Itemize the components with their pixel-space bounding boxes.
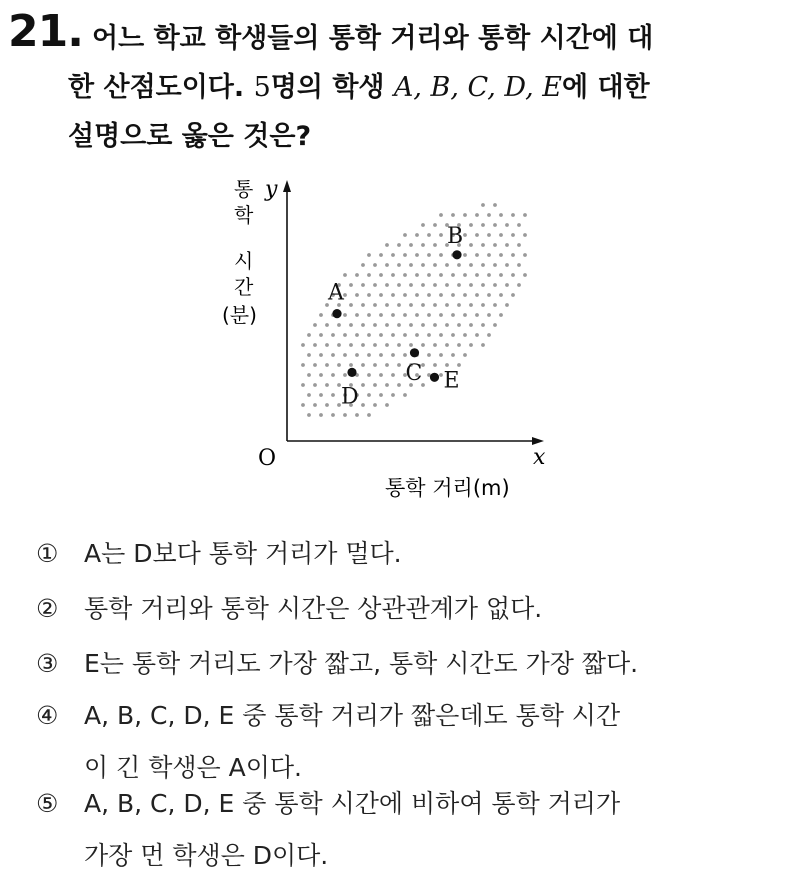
- cloud-point: [475, 233, 479, 237]
- cloud-point: [343, 333, 347, 337]
- cloud-point: [439, 273, 443, 277]
- option-5-text: A, B, C, D, E 중 통학 시간에 비하여 통학 거리가: [84, 789, 621, 818]
- cloud-point: [505, 263, 509, 267]
- cloud-point: [367, 293, 371, 297]
- cloud-point: [433, 343, 437, 347]
- option-5[interactable]: [36, 778, 776, 882]
- y-axis-label-part: 시: [234, 249, 254, 273]
- cloud-point: [403, 353, 407, 357]
- cloud-point: [379, 313, 383, 317]
- cloud-point: [403, 273, 407, 277]
- cloud-point: [397, 383, 401, 387]
- cloud-point: [469, 323, 473, 327]
- cloud-point: [307, 393, 311, 397]
- cloud-point: [409, 323, 413, 327]
- cloud-point: [481, 243, 485, 247]
- cloud-point: [403, 233, 407, 237]
- cloud-point: [367, 313, 371, 317]
- cloud-point: [463, 353, 467, 357]
- cloud-point: [475, 333, 479, 337]
- cloud-point: [421, 223, 425, 227]
- cloud-point: [475, 253, 479, 257]
- cloud-point: [505, 303, 509, 307]
- cloud-point: [367, 393, 371, 397]
- cloud-point: [355, 353, 359, 357]
- cloud-point: [385, 263, 389, 267]
- cloud-point: [481, 283, 485, 287]
- cloud-point: [445, 343, 449, 347]
- cloud-point: [475, 293, 479, 297]
- cloud-point: [307, 353, 311, 357]
- cloud-point: [433, 243, 437, 247]
- cloud-point: [325, 343, 329, 347]
- cloud-point: [397, 243, 401, 247]
- cloud-point: [487, 233, 491, 237]
- cloud-point: [517, 223, 521, 227]
- cloud-point: [355, 293, 359, 297]
- question-number: 21.: [8, 6, 83, 57]
- cloud-point: [469, 343, 473, 347]
- cloud-point: [475, 273, 479, 277]
- stem-line-2-b: 명의 학생: [270, 72, 394, 103]
- cloud-point: [487, 293, 491, 297]
- cloud-point: [361, 303, 365, 307]
- cloud-point: [487, 313, 491, 317]
- cloud-point: [421, 243, 425, 247]
- cloud-point: [355, 273, 359, 277]
- cloud-point: [307, 413, 311, 417]
- y-axis-arrow: [283, 180, 291, 192]
- cloud-point: [421, 323, 425, 327]
- cloud-point: [409, 263, 413, 267]
- option-1[interactable]: [36, 528, 776, 580]
- cloud-point: [385, 363, 389, 367]
- cloud-point: [373, 363, 377, 367]
- cloud-point: [511, 253, 515, 257]
- cloud-point: [511, 213, 515, 217]
- option-4-mark: ④: [36, 701, 59, 730]
- cloud-point: [469, 303, 473, 307]
- cloud-point: [319, 333, 323, 337]
- cloud-point: [451, 313, 455, 317]
- cloud-point: [427, 293, 431, 297]
- cloud-point: [439, 233, 443, 237]
- cloud-point: [517, 243, 521, 247]
- cloud-point: [463, 333, 467, 337]
- cloud-point: [403, 293, 407, 297]
- cloud-point: [361, 343, 365, 347]
- cloud-point: [391, 253, 395, 257]
- cloud-point: [319, 353, 323, 357]
- stem-count: 5: [253, 72, 271, 103]
- cloud-point: [403, 333, 407, 337]
- cloud-point: [343, 273, 347, 277]
- cloud-point: [517, 283, 521, 287]
- cloud-point: [493, 303, 497, 307]
- origin-label: O: [258, 446, 277, 471]
- cloud-point: [439, 253, 443, 257]
- point-label-b: B: [447, 223, 464, 249]
- cloud-point: [457, 283, 461, 287]
- cloud-point: [433, 363, 437, 367]
- cloud-point: [367, 373, 371, 377]
- cloud-point: [397, 303, 401, 307]
- cloud-point: [355, 313, 359, 317]
- cloud-point: [379, 353, 383, 357]
- cloud-point: [463, 293, 467, 297]
- cloud-point: [301, 363, 305, 367]
- cloud-point: [469, 283, 473, 287]
- point-label-a: A: [328, 280, 344, 306]
- stem-line-1: 어느 학교 학생들의 통학 거리와 통학 시간에 대: [92, 23, 654, 54]
- cloud-point: [415, 333, 419, 337]
- cloud-point: [493, 223, 497, 227]
- cloud-point: [397, 283, 401, 287]
- cloud-point: [319, 373, 323, 377]
- cloud-point: [325, 363, 329, 367]
- option-2-mark: ②: [36, 594, 59, 623]
- cloud-point: [517, 263, 521, 267]
- cloud-point: [445, 283, 449, 287]
- cloud-point: [415, 253, 419, 257]
- cloud-point: [451, 293, 455, 297]
- cloud-point: [433, 263, 437, 267]
- cloud-point: [379, 333, 383, 337]
- cloud-point: [355, 333, 359, 337]
- cloud-point: [421, 283, 425, 287]
- cloud-point: [511, 273, 515, 277]
- option-3[interactable]: [36, 638, 776, 690]
- cloud-point: [409, 303, 413, 307]
- cloud-point: [379, 253, 383, 257]
- cloud-point: [361, 383, 365, 387]
- option-5-mark: ⑤: [36, 789, 59, 818]
- cloud-point: [469, 263, 473, 267]
- cloud-point: [445, 323, 449, 327]
- cloud-point: [493, 203, 497, 207]
- cloud-point: [373, 323, 377, 327]
- cloud-point: [301, 343, 305, 347]
- cloud-point: [499, 293, 503, 297]
- cloud-point: [427, 253, 431, 257]
- cloud-point: [319, 313, 323, 317]
- cloud-point: [325, 383, 329, 387]
- point-label-e: E: [443, 368, 460, 394]
- cloud-point: [361, 283, 365, 287]
- cloud-point: [319, 413, 323, 417]
- cloud-point: [355, 413, 359, 417]
- cloud-point: [451, 353, 455, 357]
- cloud-point: [505, 223, 509, 227]
- cloud-point: [385, 303, 389, 307]
- cloud-point: [439, 333, 443, 337]
- cloud-point: [385, 383, 389, 387]
- cloud-point: [391, 333, 395, 337]
- cloud-point: [499, 253, 503, 257]
- cloud-point: [397, 323, 401, 327]
- cloud-point: [331, 333, 335, 337]
- cloud-point: [481, 343, 485, 347]
- cloud-point: [397, 363, 401, 367]
- cloud-point: [379, 393, 383, 397]
- cloud-point: [433, 323, 437, 327]
- y-axis-label-part: (분): [222, 303, 257, 327]
- option-1-mark: ①: [36, 539, 59, 568]
- cloud-point: [331, 353, 335, 357]
- point-e: [430, 373, 439, 382]
- cloud-point: [475, 213, 479, 217]
- cloud-point: [499, 213, 503, 217]
- cloud-point: [367, 333, 371, 337]
- cloud-point: [349, 323, 353, 327]
- cloud-point: [361, 323, 365, 327]
- cloud-point: [499, 273, 503, 277]
- cloud-point: [349, 343, 353, 347]
- cloud-point: [445, 303, 449, 307]
- cloud-point: [421, 303, 425, 307]
- cloud-point: [469, 243, 473, 247]
- cloud-point: [493, 283, 497, 287]
- cloud-point: [373, 343, 377, 347]
- cloud-point: [463, 313, 467, 317]
- cloud-point: [373, 383, 377, 387]
- cloud-point: [385, 323, 389, 327]
- cloud-point: [523, 233, 527, 237]
- cloud-point: [439, 293, 443, 297]
- cloud-point: [439, 313, 443, 317]
- cloud-point: [469, 223, 473, 227]
- y-axis-label-part: 간: [234, 275, 254, 299]
- cloud-point: [319, 393, 323, 397]
- cloud-point: [313, 403, 317, 407]
- cloud-point: [409, 283, 413, 287]
- cloud-point: [463, 233, 467, 237]
- cloud-point: [523, 253, 527, 257]
- cloud-point: [403, 253, 407, 257]
- cloud-point: [439, 213, 443, 217]
- cloud-point: [391, 273, 395, 277]
- cloud-point: [511, 293, 515, 297]
- cloud-point: [457, 343, 461, 347]
- cloud-point: [439, 353, 443, 357]
- cloud-point: [367, 253, 371, 257]
- cloud-point: [499, 233, 503, 237]
- cloud-point: [301, 403, 305, 407]
- point-label-c: C: [405, 360, 423, 386]
- y-axis-label: [222, 177, 257, 327]
- cloud-point: [385, 243, 389, 247]
- cloud-point: [457, 323, 461, 327]
- cloud-point: [481, 303, 485, 307]
- cloud-point: [523, 273, 527, 277]
- cloud-point: [337, 343, 341, 347]
- x-axis-label: 통학 거리(m): [385, 476, 510, 500]
- cloud-point: [391, 353, 395, 357]
- cloud-point: [361, 263, 365, 267]
- cloud-point: [451, 273, 455, 277]
- cloud-point: [343, 373, 347, 377]
- cloud-point: [499, 313, 503, 317]
- cloud-point: [457, 363, 461, 367]
- cloud-point: [409, 243, 413, 247]
- cloud-point: [325, 403, 329, 407]
- cloud-point: [427, 333, 431, 337]
- cloud-point: [523, 213, 527, 217]
- cloud-point: [415, 273, 419, 277]
- cloud-point: [367, 353, 371, 357]
- cloud-point: [451, 213, 455, 217]
- cloud-point: [481, 203, 485, 207]
- option-4-text-cont: 이 긴 학생은 A이다.: [84, 753, 302, 782]
- cloud-point: [373, 283, 377, 287]
- cloud-point: [349, 303, 353, 307]
- point-d: [347, 368, 356, 377]
- cloud-point: [307, 333, 311, 337]
- cloud-point: [373, 403, 377, 407]
- cloud-point: [433, 283, 437, 287]
- cloud-point: [367, 273, 371, 277]
- x-axis-arrow: [532, 437, 544, 445]
- cloud-point: [391, 313, 395, 317]
- cloud-point: [313, 343, 317, 347]
- cloud-point: [313, 363, 317, 367]
- cloud-point: [409, 343, 413, 347]
- cloud-point: [511, 233, 515, 237]
- cloud-point: [445, 263, 449, 267]
- cloud-point: [415, 293, 419, 297]
- cloud-point: [343, 313, 347, 317]
- cloud-point: [331, 413, 335, 417]
- cloud-point: [415, 233, 419, 237]
- cloud-point: [385, 403, 389, 407]
- cloud-point: [307, 373, 311, 377]
- cloud-point: [493, 263, 497, 267]
- cloud-point: [373, 303, 377, 307]
- cloud-point: [367, 413, 371, 417]
- option-3-mark: ③: [36, 649, 59, 678]
- cloud-point: [427, 273, 431, 277]
- cloud-point: [475, 313, 479, 317]
- cloud-point: [487, 333, 491, 337]
- cloud-point: [487, 253, 491, 257]
- cloud-point: [361, 363, 365, 367]
- cloud-point: [451, 333, 455, 337]
- cloud-point: [391, 393, 395, 397]
- cloud-point: [493, 323, 497, 327]
- cloud-point: [403, 393, 407, 397]
- cloud-point: [385, 343, 389, 347]
- y-axis-var: y: [265, 177, 278, 202]
- cloud-point: [343, 413, 347, 417]
- cloud-point: [403, 313, 407, 317]
- cloud-point: [331, 393, 335, 397]
- y-axis-label-part: 통: [234, 177, 254, 201]
- cloud-point: [457, 263, 461, 267]
- cloud-point: [427, 313, 431, 317]
- stem-student-vars: A, B, C, D, E: [393, 72, 562, 103]
- cloud-point: [385, 283, 389, 287]
- cloud-point: [481, 323, 485, 327]
- point-a: [332, 309, 341, 318]
- y-axis-label-part: 학: [234, 203, 254, 227]
- cloud-point: [463, 273, 467, 277]
- cloud-point: [463, 253, 467, 257]
- cloud-point: [481, 263, 485, 267]
- cloud-point: [439, 373, 443, 377]
- option-2[interactable]: [36, 583, 776, 635]
- cloud-point: [505, 283, 509, 287]
- stem-line-2-c: 에 대한: [561, 72, 650, 103]
- cloud-point: [433, 223, 437, 227]
- cloud-point: [457, 303, 461, 307]
- cloud-point: [379, 293, 383, 297]
- cloud-point: [379, 373, 383, 377]
- cloud-point: [481, 223, 485, 227]
- cloud-point: [361, 403, 365, 407]
- cloud-point: [445, 363, 449, 367]
- option-4-text: A, B, C, D, E 중 통학 거리가 짧은데도 통학 시간: [84, 701, 621, 730]
- cloud-point: [337, 323, 341, 327]
- cloud-point: [463, 213, 467, 217]
- cloud-point: [325, 323, 329, 327]
- x-axis-var: x: [533, 445, 546, 470]
- cloud-point: [493, 243, 497, 247]
- cloud-point: [415, 313, 419, 317]
- option-2-text: 통학 거리와 통학 시간은 상관관계가 없다.: [84, 594, 543, 623]
- option-1-text: A는 D보다 통학 거리가 멀다.: [84, 539, 402, 568]
- cloud-point: [313, 383, 317, 387]
- cloud-point: [397, 263, 401, 267]
- cloud-point: [373, 263, 377, 267]
- stem-line-2-a: 한 산점도이다.: [68, 72, 254, 103]
- point-c: [410, 348, 419, 357]
- point-label-d: D: [341, 384, 359, 410]
- cloud-point: [379, 273, 383, 277]
- cloud-point: [433, 303, 437, 307]
- cloud-point: [391, 293, 395, 297]
- cloud-point: [349, 363, 353, 367]
- option-3-text: E는 통학 거리도 가장 짧고, 통학 시간도 가장 짧다.: [84, 649, 639, 678]
- cloud-point: [421, 263, 425, 267]
- cloud-point: [487, 213, 491, 217]
- cloud-point: [337, 363, 341, 367]
- cloud-point: [427, 233, 431, 237]
- point-b: [452, 250, 461, 259]
- cloud-point: [397, 343, 401, 347]
- stem-line-3: 설명으로 옳은 것은?: [68, 121, 312, 152]
- option-5-text-cont: 가장 먼 학생은 D이다.: [84, 841, 329, 870]
- labeled-points: [327, 224, 463, 410]
- cloud-point: [349, 283, 353, 287]
- cloud-point: [427, 353, 431, 357]
- cloud-point: [421, 343, 425, 347]
- cloud-point: [343, 353, 347, 357]
- cloud-point: [331, 373, 335, 377]
- cloud-point: [391, 373, 395, 377]
- cloud-point: [301, 383, 305, 387]
- cloud-point: [313, 323, 317, 327]
- cloud-point: [505, 243, 509, 247]
- cloud-point: [487, 273, 491, 277]
